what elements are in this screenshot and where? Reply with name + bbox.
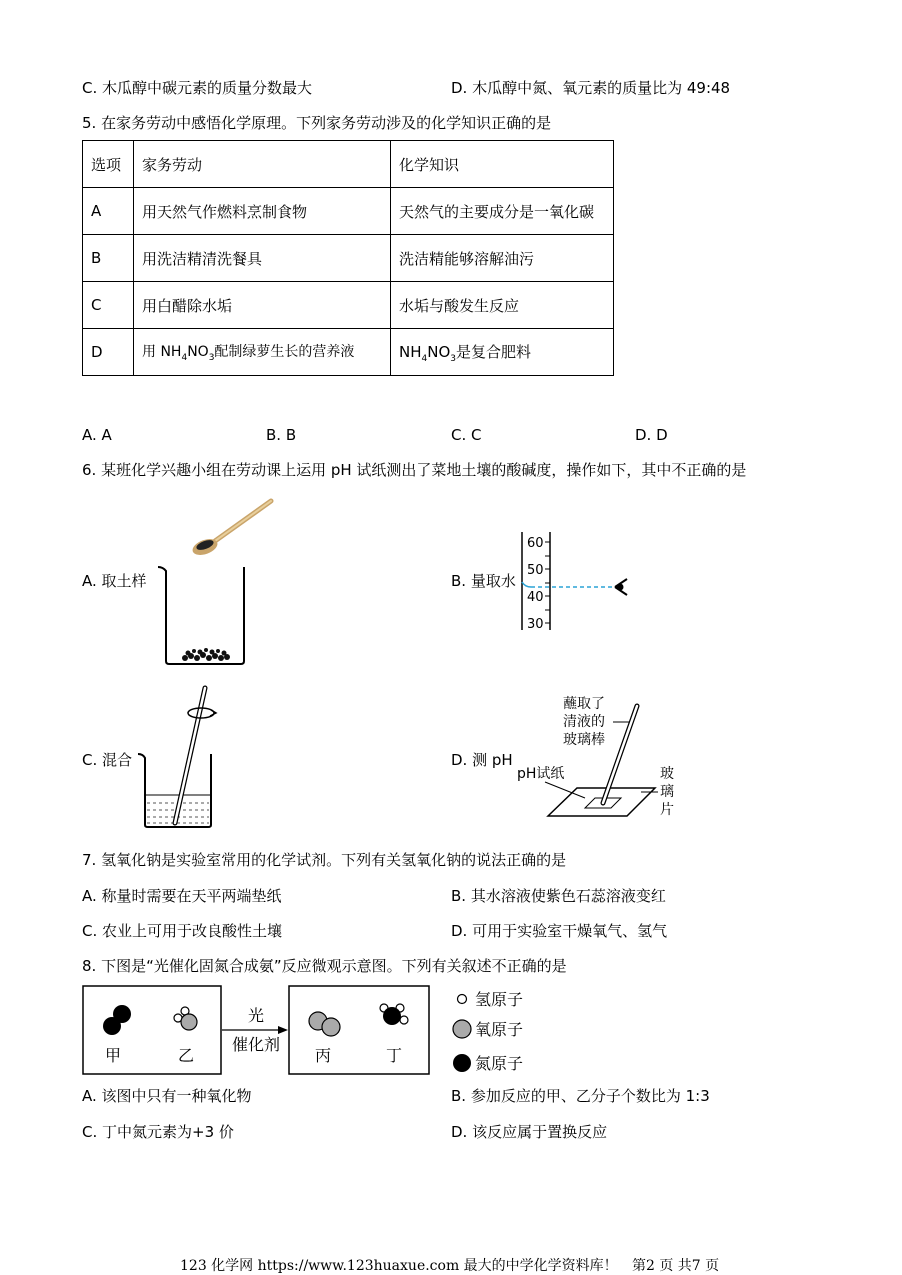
legend-nitrogen-icon xyxy=(453,1054,471,1072)
label-yi: 乙 xyxy=(177,1046,195,1065)
formula-part: 用 NH xyxy=(142,344,182,361)
table-cell-labor xyxy=(134,329,391,376)
formula-subscript: 3 xyxy=(450,353,456,364)
table-cell-knowledge: 天然气的主要成分是一氧化碳 xyxy=(391,188,614,235)
legend-hydrogen-icon xyxy=(458,995,467,1004)
table-header-cell: 化学知识 xyxy=(391,141,614,188)
formula-part: NO xyxy=(187,344,209,361)
q7-option-c: C. 农业上可用于改良酸性土壤 xyxy=(82,922,283,940)
condition-catalyst: 催化剂 xyxy=(231,1035,281,1054)
q5-choice-c: C. C xyxy=(451,426,482,444)
page-number: 第2 页 共7 页 xyxy=(632,1258,720,1274)
beaker-body xyxy=(158,567,244,664)
soil-sample xyxy=(182,648,230,661)
tick-label: 40 xyxy=(527,590,544,605)
q5-choice-d: D. D xyxy=(635,426,668,444)
q7-stem: 7. 氢氧化钠是实验室常用的化学试剂。下列有关氢氧化钠的说法正确的是 xyxy=(82,851,567,869)
table-cell-option: C xyxy=(83,282,134,329)
table-header-cell: 选项 xyxy=(83,141,134,188)
arrow-head xyxy=(278,1026,288,1034)
q6-option-a: A. 取土样 xyxy=(82,572,147,590)
legend-oxygen-icon xyxy=(453,1020,471,1038)
reactant-box xyxy=(83,986,221,1074)
product-box xyxy=(289,986,429,1074)
q7-option-a: A. 称量时需要在天平两端垫纸 xyxy=(82,887,282,905)
table-row xyxy=(83,235,614,282)
ph-test-figure xyxy=(515,692,690,824)
label-rod-line3: 玻璃棒 xyxy=(563,732,605,748)
label-ding: 丁 xyxy=(385,1046,403,1065)
stirring-beaker-figure xyxy=(135,683,225,831)
formula-subscript: 4 xyxy=(421,353,428,364)
table-row xyxy=(83,282,614,329)
legend-hydrogen-label: 氢原子 xyxy=(475,990,524,1009)
label-rod-line1: 蘸取了 xyxy=(563,696,605,712)
label-jia: 甲 xyxy=(104,1046,122,1065)
label-glass-1: 玻 xyxy=(660,766,674,782)
q6-option-d: D. 测 pH xyxy=(451,751,513,769)
formula-part: 是复合肥料 xyxy=(456,342,532,361)
legend-oxygen-label: 氧原子 xyxy=(475,1020,524,1039)
q4-option-c: C. 木瓜醇中碳元素的质量分数最大 xyxy=(82,79,313,97)
table-cell-knowledge xyxy=(391,329,614,376)
q5-choice-a: A. A xyxy=(82,426,112,444)
table-cell-labor: 用白醋除水垢 xyxy=(134,282,391,329)
label-glass-2: 璃 xyxy=(660,784,674,800)
meniscus xyxy=(522,582,531,587)
formula-part: 配制绿萝生长的营养液 xyxy=(214,344,355,361)
spoon-highlight xyxy=(215,501,271,541)
formula-subscript: 4 xyxy=(181,352,188,363)
q8-option-d: D. 该反应属于置换反应 xyxy=(451,1123,608,1141)
table-cell-option: A xyxy=(83,188,134,235)
table-header-row xyxy=(83,141,614,188)
table-cell-option: D xyxy=(83,329,134,376)
formula-part: NO xyxy=(427,342,451,361)
beaker-soil-figure xyxy=(155,495,275,670)
label-glass-3: 片 xyxy=(660,802,674,818)
q5-table xyxy=(82,140,614,376)
tick-label: 60 xyxy=(527,536,544,551)
label-ph-paper: pH试纸 xyxy=(517,766,565,782)
q6-stem: 6. 某班化学兴趣小组在劳动课上运用 pH 试纸测出了菜地土壤的酸碱度，操作如下，其中不正确的是 xyxy=(82,461,747,479)
condition-light: 光 xyxy=(247,1006,265,1025)
q8-stem: 8. 下图是“光催化固氮合成氨”反应微观示意图。下列有关叙述不正确的是 xyxy=(82,957,567,975)
q4-option-d: D. 木瓜醇中氮、氧元素的质量比为 49:48 xyxy=(451,79,731,97)
table-row xyxy=(83,188,614,235)
q8-option-a: A. 该图中只有一种氧化物 xyxy=(82,1087,252,1105)
table-cell-option: B xyxy=(83,235,134,282)
tick-label: 50 xyxy=(527,563,544,578)
q6-option-c: C. 混合 xyxy=(82,751,133,769)
q5-choice-b: B. B xyxy=(266,426,297,444)
table-header-cell: 家务劳动 xyxy=(134,141,391,188)
q8-option-c: C. 丁中氮元素为+3 价 xyxy=(82,1123,234,1141)
table-cell-knowledge: 洗洁精能够溶解油污 xyxy=(391,235,614,282)
q8-option-b: B. 参加反应的甲、乙分子个数比为 1:3 xyxy=(451,1087,710,1105)
table-row xyxy=(83,329,614,376)
q6-option-b: B. 量取水 xyxy=(451,572,516,590)
reaction-diagram xyxy=(82,983,542,1078)
graduated-cylinder-figure xyxy=(515,530,640,635)
page-footer-text: 123 化学网 https://www.123huaxue.com 最大的中学化学资料库！ xyxy=(180,1258,618,1274)
q7-option-d: D. 可用于实验室干燥氧气、氢气 xyxy=(451,922,668,940)
label-bing: 丙 xyxy=(314,1046,332,1065)
formula-part: NH xyxy=(399,342,422,361)
table-cell-labor: 用天然气作燃料烹制食物 xyxy=(134,188,391,235)
table-cell-knowledge: 水垢与酸发生反应 xyxy=(391,282,614,329)
table-cell-labor: 用洗洁精清洗餐具 xyxy=(134,235,391,282)
tick-label: 30 xyxy=(527,617,544,632)
eye-icon xyxy=(615,579,627,595)
q5-stem: 5. 在家务劳动中感悟化学原理。下列家务劳动涉及的化学知识正确的是 xyxy=(82,114,552,132)
label-rod-line2: 清液的 xyxy=(563,714,605,730)
formula-subscript: 3 xyxy=(208,352,215,363)
legend-nitrogen-label: 氮原子 xyxy=(475,1054,524,1073)
q7-option-b: B. 其水溶液使紫色石蕊溶液变红 xyxy=(451,887,666,905)
